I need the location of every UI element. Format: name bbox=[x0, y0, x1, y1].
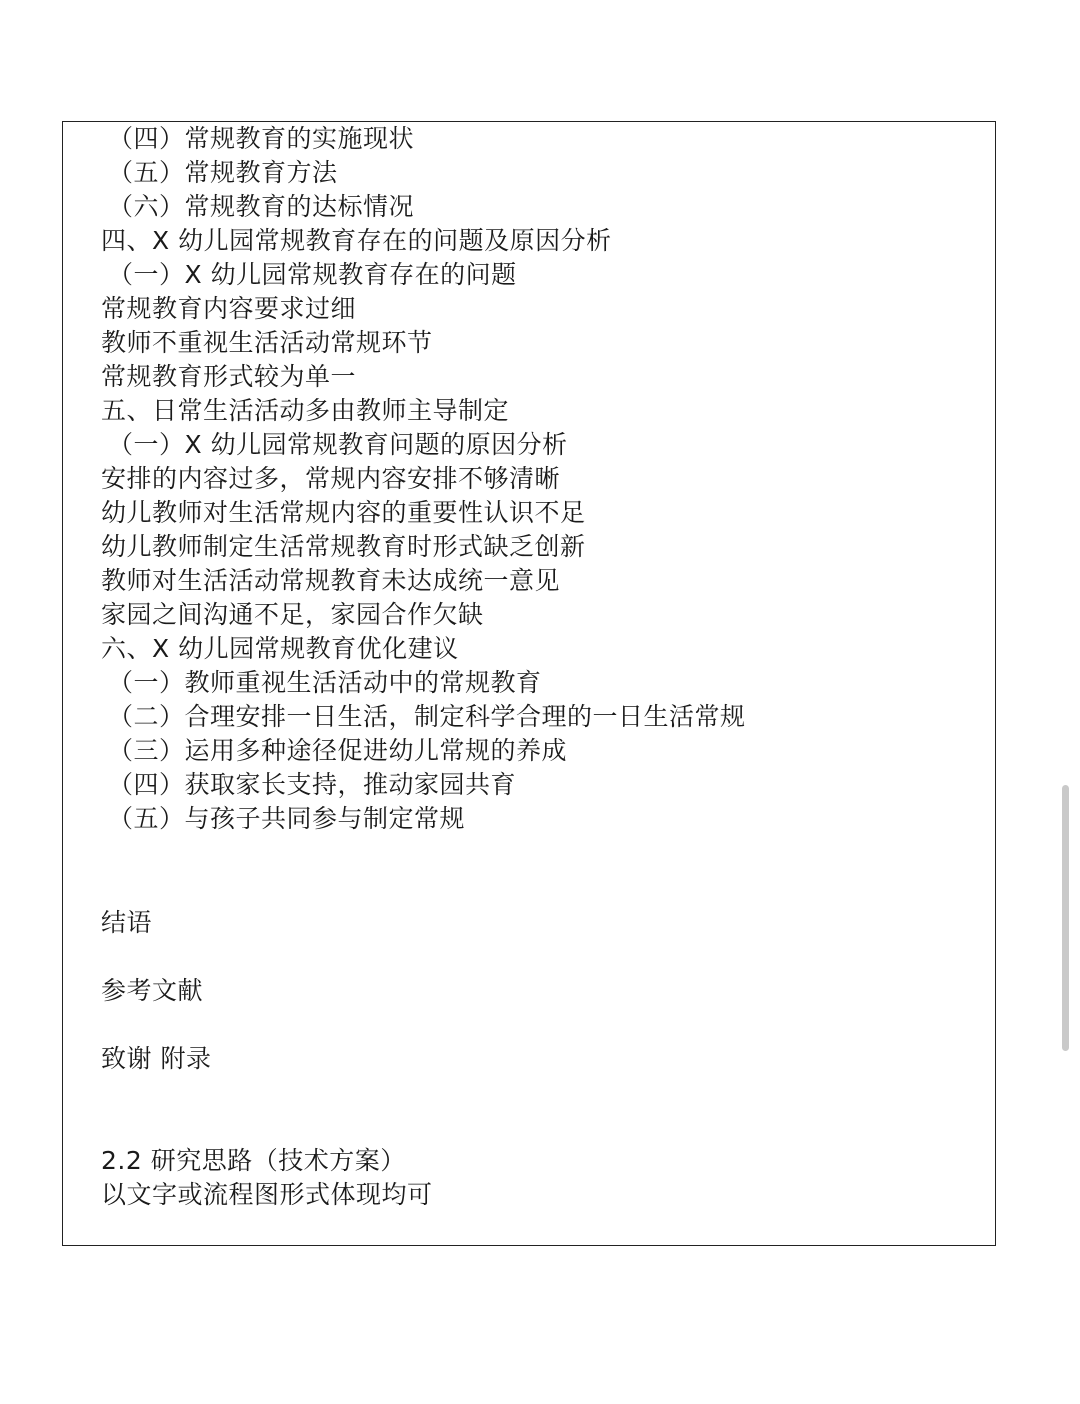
outline-heading: 六、X 幼儿园常规教育优化建议 bbox=[101, 634, 459, 663]
section-note: 以文字或流程图形式体现均可 bbox=[101, 1180, 433, 1209]
outline-item: 常规教育形式较为单一 bbox=[101, 362, 357, 391]
outline-heading: 四、X 幼儿园常规教育存在的问题及原因分析 bbox=[101, 226, 612, 255]
outline-item: 教师不重视生活活动常规环节 bbox=[101, 328, 433, 357]
section-title: 2.2 研究思路（技术方案） bbox=[101, 1146, 406, 1175]
outline-item: （一）X 幼儿园常规教育存在的问题 bbox=[108, 260, 517, 289]
references-heading: 参考文献 bbox=[101, 976, 204, 1005]
outline-item: （五）常规教育方法 bbox=[108, 158, 338, 187]
outline-item: 教师对生活活动常规教育未达成统一意见 bbox=[101, 566, 561, 595]
conclusion-heading: 结语 bbox=[101, 908, 153, 937]
outline-item: （二）合理安排一日生活，制定科学合理的一日生活常规 bbox=[108, 702, 746, 731]
outline-item: （一）X 幼儿园常规教育问题的原因分析 bbox=[108, 430, 568, 459]
outline-item: 幼儿教师对生活常规内容的重要性认识不足 bbox=[101, 498, 586, 527]
outline-item: （一）教师重视生活活动中的常规教育 bbox=[108, 668, 542, 697]
outline-item: （五）与孩子共同参与制定常规 bbox=[108, 804, 466, 833]
vertical-scrollbar[interactable] bbox=[1062, 785, 1069, 1051]
outline-item: 常规教育内容要求过细 bbox=[101, 294, 357, 323]
outline-item: （四）常规教育的实施现状 bbox=[108, 124, 415, 153]
outline-item: 家园之间沟通不足，家园合作欠缺 bbox=[101, 600, 484, 629]
outline-item: 安排的内容过多，常规内容安排不够清晰 bbox=[101, 464, 561, 493]
outline-item: （四）获取家长支持，推动家园共育 bbox=[108, 770, 517, 799]
outline-heading: 五、日常生活活动多由教师主导制定 bbox=[101, 396, 510, 425]
outline-item: （三）运用多种途径促进幼儿常规的养成 bbox=[108, 736, 568, 765]
acknowledgements-heading: 致谢 附录 bbox=[101, 1044, 212, 1073]
outline-item: 幼儿教师制定生活常规教育时形式缺乏创新 bbox=[101, 532, 586, 561]
outline-item: （六）常规教育的达标情况 bbox=[108, 192, 415, 221]
